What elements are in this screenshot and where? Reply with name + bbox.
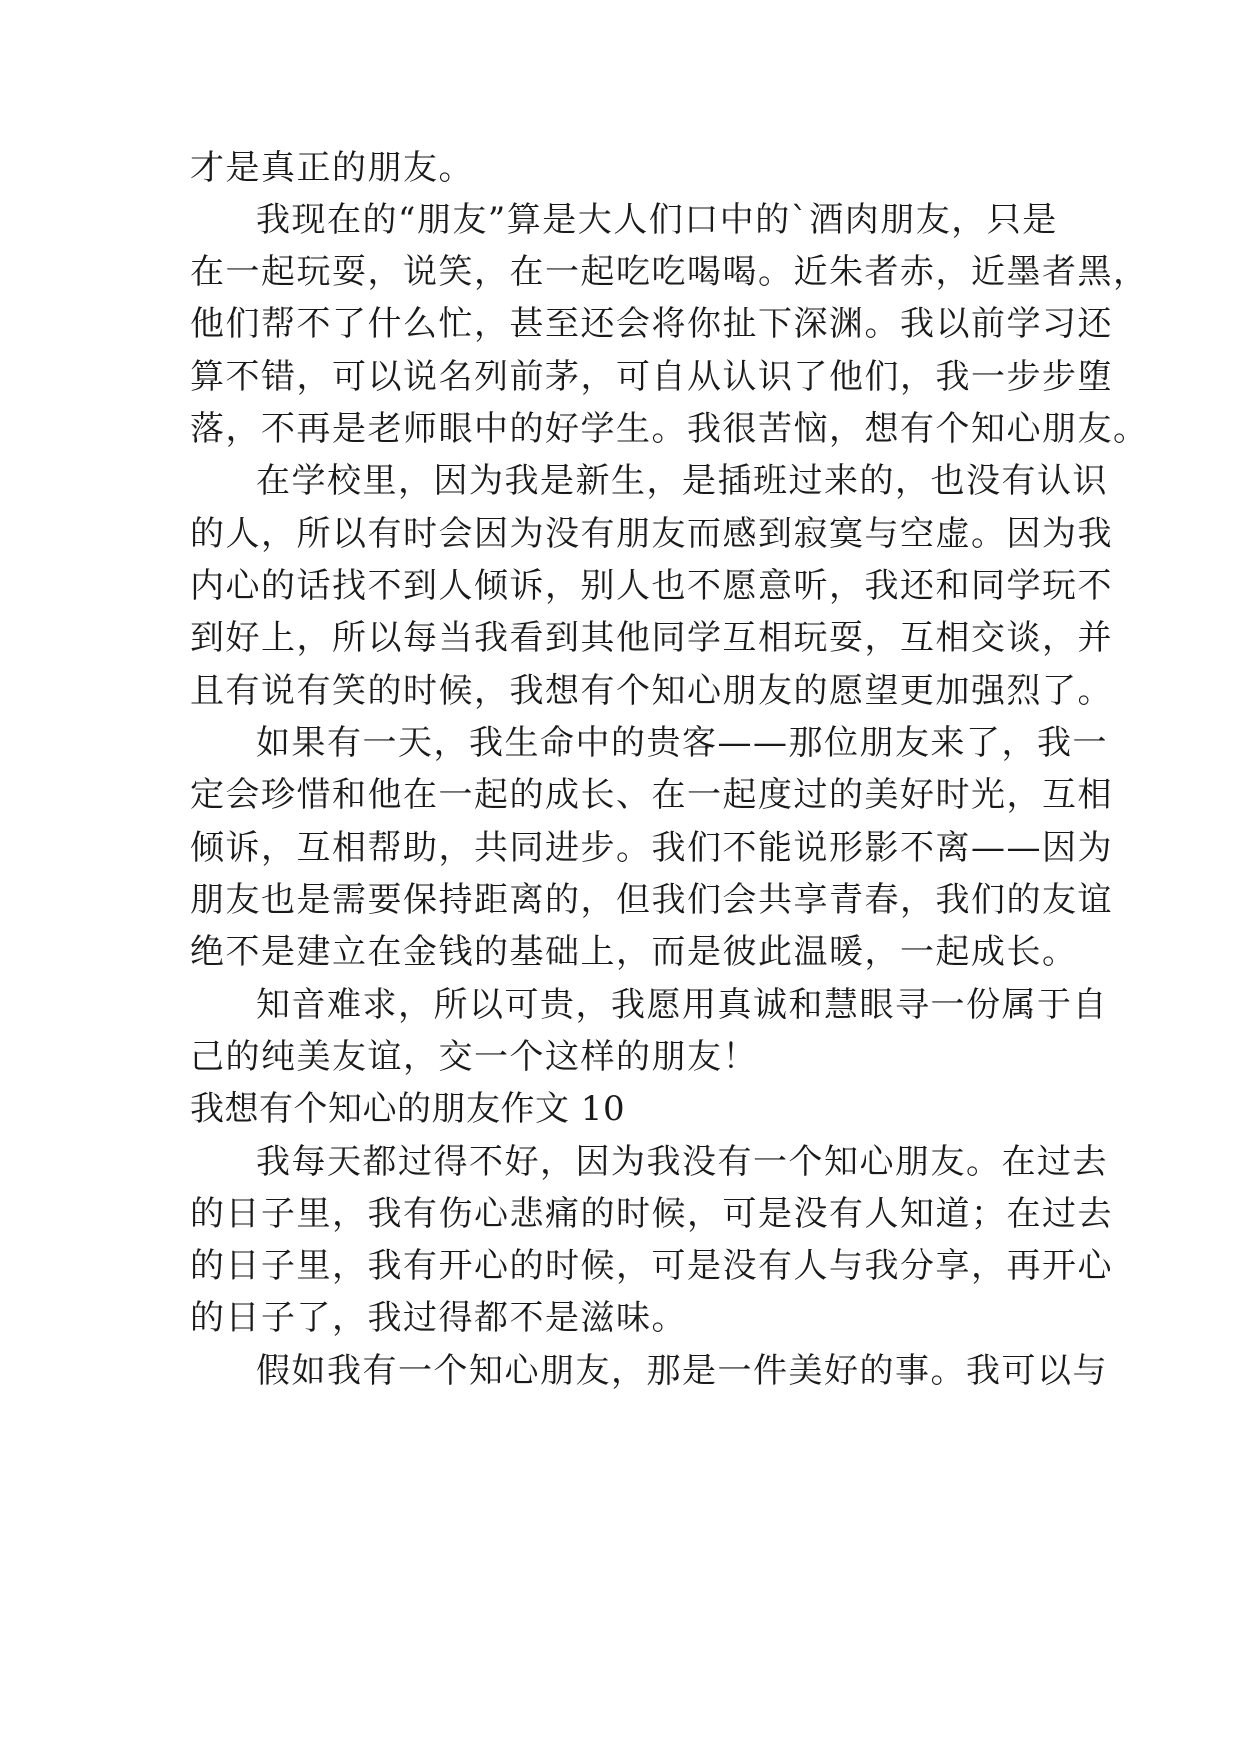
text-line: 己的纯美友谊，交一个这样的朋友！ (190, 1037, 758, 1077)
paragraph-start-line: 在学校里，因为我是新生，是插班过来的，也没有认识 (256, 461, 1108, 501)
text-line: 定会珍惜和他在一起的成长、在一起度过的美好时光，互相 (190, 775, 1113, 815)
text-line: 的日子了，我过得都不是滋味。 (190, 1298, 687, 1338)
text-line: 在一起玩耍，说笑，在一起吃吃喝喝。近朱者赤，近墨者黑， (190, 252, 1149, 292)
text-line: 落，不再是老师眼中的好学生。我很苦恼，想有个知心朋友。 (190, 409, 1149, 449)
text-line: 的日子里，我有开心的时候，可是没有人与我分享，再开心 (190, 1246, 1113, 1286)
text-line: 朋友也是需要保持距离的，但我们会共享青春，我们的友谊 (190, 880, 1113, 920)
text-line: 内心的话找不到人倾诉，别人也不愿意听，我还和同学玩不 (190, 566, 1113, 606)
text-line: 且有说有笑的时候，我想有个知心朋友的愿望更加强烈了。 (190, 671, 1113, 711)
paragraph-start-line: 知音难求，所以可贵，我愿用真诚和慧眼寻一份属于自 (256, 985, 1108, 1025)
text-line: 的日子里，我有伤心悲痛的时候，可是没有人知道；在过去 (190, 1194, 1113, 1234)
text-line: 才是真正的朋友。 (190, 148, 474, 188)
paragraph-start-line: 我每天都过得不好，因为我没有一个知心朋友。在过去 (256, 1142, 1108, 1182)
section-heading: 我想有个知心的朋友作文 10 (190, 1089, 626, 1129)
text-line: 他们帮不了什么忙，甚至还会将你扯下深渊。我以前学习还 (190, 304, 1113, 344)
text-line: 倾诉，互相帮助，共同进步。我们不能说形影不离——因为 (190, 828, 1113, 868)
text-line: 到好上，所以每当我看到其他同学互相玩耍，互相交谈，并 (190, 618, 1113, 658)
paragraph-start-line: 如果有一天，我生命中的贵客——那位朋友来了，我一 (256, 723, 1108, 763)
text-line: 算不错，可以说名列前茅，可自从认识了他们，我一步步堕 (190, 357, 1113, 397)
text-line: 的人，所以有时会因为没有朋友而感到寂寞与空虚。因为我 (190, 514, 1113, 554)
paragraph-start-line: 我现在的“朋友”算是大人们口中的`酒肉朋友，只是 (256, 200, 1058, 240)
paragraph-start-line: 假如我有一个知心朋友，那是一件美好的事。我可以与 (256, 1351, 1108, 1391)
text-line: 绝不是建立在金钱的基础上，而是彼此温暖，一起成长。 (190, 932, 1078, 972)
